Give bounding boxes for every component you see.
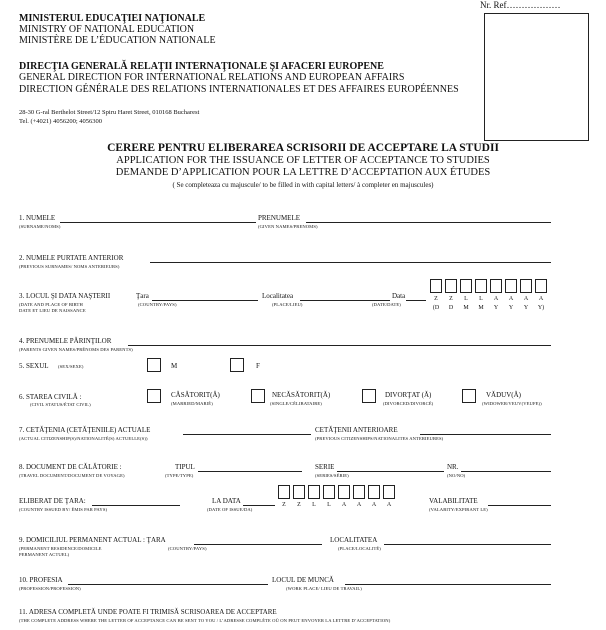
birth-date-format-char-en: Y xyxy=(493,305,499,311)
issue-date-cell[interactable] xyxy=(323,485,335,499)
residence-label: 9. DOMICILIUL PERMANENT ACTUAL : ŢARA xyxy=(19,536,166,544)
issue-date-cell[interactable] xyxy=(353,485,365,499)
phone: Tel. (+4021) 4056200; 4056300 xyxy=(19,118,103,125)
issue-date-label: LA DATA xyxy=(212,497,241,505)
residence-place-sub: (PLACE/LOCALITÉ) xyxy=(338,546,381,551)
issue-date-format-char: A xyxy=(356,502,362,508)
birth-date-format-char: L xyxy=(464,296,468,302)
birth-place-input[interactable] xyxy=(300,300,390,301)
birth-date-cell[interactable] xyxy=(520,279,532,293)
divorced-checkbox[interactable] xyxy=(362,389,376,403)
birth-date-format-char-en: Y xyxy=(508,305,514,311)
birth-place-sub: (PLACE/LIEU) xyxy=(272,302,303,307)
issue-date-format-char: Z xyxy=(282,502,286,508)
civil-status-label: 6. STAREA CIVILĂ : xyxy=(19,393,82,401)
ref-number: Nr. Ref……………… xyxy=(480,0,561,10)
birth-date-format-char-en: M xyxy=(463,305,469,311)
issue-date-format-char: L xyxy=(312,502,316,508)
doc-series-label: SERIE xyxy=(315,463,335,471)
profession-label: 10. PROFESIA xyxy=(19,576,63,584)
address: 28-30 G-ral Berthelot Street/12 Spiru Haret Street, 010168 Bucharest xyxy=(19,109,200,116)
divorced-sub: (DIVORCED/DIVORCÉ) xyxy=(383,401,434,406)
issue-date-format-char: L xyxy=(327,502,331,508)
birth-date-cell[interactable] xyxy=(505,279,517,293)
birth-date-format-char-en: (D xyxy=(432,305,440,311)
birth-date-format-char-en: Y xyxy=(523,305,529,311)
birth-date-cell[interactable] xyxy=(445,279,457,293)
birth-place-label: Localitatea xyxy=(262,292,294,300)
doc-number-label: NR. xyxy=(447,463,459,471)
residence-country-input[interactable] xyxy=(194,544,322,545)
title-en: APPLICATION FOR THE ISSUANCE OF LETTER OF ACCEPTANCE TO STUDIES xyxy=(116,155,490,166)
civil-status-sub: (CIVIL STATUS/ÉTAT CIVIL) xyxy=(30,402,91,407)
issue-date-line[interactable] xyxy=(243,505,275,506)
single-sub: (SINGLE/CÉLIBATAIRE) xyxy=(270,401,322,406)
birth-date-format-char: A xyxy=(523,296,529,302)
issue-date-cell[interactable] xyxy=(338,485,350,499)
residence-sub: (PERMANENT RESIDENCE/DOMICILE xyxy=(19,546,102,551)
surname-input[interactable] xyxy=(60,222,256,223)
previous-citizenship-input[interactable] xyxy=(420,434,551,435)
birth-sub: (DATE AND PLACE OF BIRTH xyxy=(19,302,83,307)
validity-input[interactable] xyxy=(488,505,551,506)
parents-sub: (PARENTS GIVEN NAMES/PRÉNOMS DES PARENTS) xyxy=(19,347,133,352)
direction-fr: DIRECTION GÉNÉRALE DES RELATIONS INTERNATIONALES ET DES AFFAIRES EUROPÉENNES xyxy=(19,84,459,95)
profession-sub: (PROFESSION/PROFESSION) xyxy=(19,586,81,591)
sex-f-checkbox[interactable] xyxy=(230,358,244,372)
citizenship-sub: (ACTUAL CITIZENSHIP(S)/NATIONALITÉ(S) ACTUELLE(S)) xyxy=(19,436,148,441)
doc-type-input[interactable] xyxy=(198,471,302,472)
birth-sub-fr: DATE ET LIEU DE NAISSANCE xyxy=(19,308,86,313)
travel-doc-sub: (TRAVEL DOCUMENT/DOCUMENT DE VOYAGE) xyxy=(19,473,125,478)
previous-surnames-sub: (PREVIOUS SURNAMES/ NOMS ANTERIEURS) xyxy=(19,264,120,269)
birth-date-cell[interactable] xyxy=(490,279,502,293)
issue-date-cell[interactable] xyxy=(308,485,320,499)
birth-date-cell[interactable] xyxy=(430,279,442,293)
sex-f-label: F xyxy=(256,362,260,370)
birth-country-sub: (COUNTRY/PAYS) xyxy=(138,302,177,307)
sex-m-checkbox[interactable] xyxy=(147,358,161,372)
birth-date-format-char: L xyxy=(479,296,483,302)
citizenship-input[interactable] xyxy=(183,434,311,435)
birth-date-cell[interactable] xyxy=(460,279,472,293)
issued-by-input[interactable] xyxy=(92,505,180,506)
parents-input[interactable] xyxy=(128,345,551,346)
birth-date-format-char: A xyxy=(508,296,514,302)
birth-date-format-char-en: M xyxy=(478,305,484,311)
birth-date-format-char-en: Y) xyxy=(537,305,545,311)
surname-sub: (SURNAME/NOMS) xyxy=(19,224,61,229)
mailing-address-sub: (THE COMPLETE ADDRESS WHERE THE LETTER OF ACCEPTANCE CAN BE SENT TO YOU / L’ADRESSE COMPLÈTE OÙ ON PEUT ENVOYER LA LETTRE D’ACCEPTATION) xyxy=(19,618,391,623)
profession-input[interactable] xyxy=(68,584,268,585)
photo-box xyxy=(484,13,589,141)
birth-date-format-char-en: D xyxy=(448,305,454,311)
issue-date-format-char: A xyxy=(341,502,347,508)
issue-date-sub: (DATE OF ISSUE/DA) xyxy=(207,507,253,512)
title-ro: CERERE PENTRU ELIBERAREA SCRISORII DE ACCEPTARE LA STUDII xyxy=(107,142,499,154)
birth-date-label: Data xyxy=(392,292,406,300)
married-sub: (MARRIED/MARIÉ) xyxy=(171,401,213,406)
married-label: CĂSĂTORIT(Ă) xyxy=(171,391,220,399)
single-checkbox[interactable] xyxy=(251,389,265,403)
sex-m-label: M xyxy=(171,362,178,370)
birth-date-format-char: A xyxy=(493,296,499,302)
birth-date-cell[interactable] xyxy=(475,279,487,293)
birth-date-sub: (DATE/DATE) xyxy=(372,302,401,307)
previous-citizenship-label: CETĂŢENII ANTERIOARE xyxy=(315,426,398,434)
given-names-input[interactable] xyxy=(306,222,551,223)
parents-label: 4. PRENUMELE PĂRINŢILOR xyxy=(19,337,112,345)
issue-date-cell[interactable] xyxy=(383,485,395,499)
married-checkbox[interactable] xyxy=(147,389,161,403)
birth-date-cell[interactable] xyxy=(535,279,547,293)
given-names-sub: (GIVEN NAMES/PRENOMS) xyxy=(258,224,318,229)
issue-date-cell[interactable] xyxy=(293,485,305,499)
title-fr: DEMANDE D’APPLICATION POUR LA LETTRE D’ACCEPTATION AUX ÉTUDES xyxy=(115,167,491,178)
widowed-checkbox[interactable] xyxy=(462,389,476,403)
citizenship-label: 7. CETĂŢENIA (CETĂŢENIILE) ACTUALE xyxy=(19,426,151,434)
doc-number-sub: (NO/NO) xyxy=(447,473,466,478)
doc-series-input[interactable] xyxy=(337,471,444,472)
previous-citizenship-sub: (PREVIOUS CITIZENSHIPS/NATIONALITES ANTERIEURES) xyxy=(315,436,444,441)
issued-by-sub: (COUNTRY ISSUED BY/ ÉMIS PAR PAYS) xyxy=(19,507,108,512)
doc-type-label: TIPUL xyxy=(175,463,195,471)
birth-label: 3. LOCUL ŞI DATA NAŞTERII xyxy=(19,292,111,300)
ministry-en: MINISTRY OF NATIONAL EDUCATION xyxy=(19,24,195,35)
doc-series-sub: (SERIES/SÉRIE) xyxy=(315,473,349,478)
title-note: ( Se completeaza cu majuscule/ to be filled in with capital letters/ à completer en majuscules) xyxy=(172,181,434,189)
birth-country-input[interactable] xyxy=(152,300,258,301)
direction-en: GENERAL DIRECTION FOR INTERNATIONAL RELATIONS AND EUROPEAN AFFAIRS xyxy=(19,72,405,83)
widowed-label: VĂDUV(Ă) xyxy=(486,391,521,399)
divorced-label: DIVORŢAT (Ă) xyxy=(385,391,432,399)
validity-label: VALABILITATE xyxy=(429,497,478,505)
workplace-sub: (WORK PLACE/ LIEU DE TRAVAIL) xyxy=(286,586,362,591)
sex-sub: (SEX/SEXE) xyxy=(58,364,84,369)
issue-date-cell[interactable] xyxy=(278,485,290,499)
birth-date-line[interactable] xyxy=(406,300,426,301)
issue-date-format-char: A xyxy=(386,502,392,508)
issue-date-cell[interactable] xyxy=(368,485,380,499)
birth-date-format-char: Z xyxy=(434,296,438,302)
previous-surnames-label: 2. NUMELE PURTATE ANTERIOR xyxy=(19,254,124,262)
issue-date-format-char: Z xyxy=(297,502,301,508)
single-label: NECĂSĂTORIT(Ă) xyxy=(272,391,331,399)
issued-by-label: ELIBERAT DE ŢARA: xyxy=(19,497,86,505)
previous-surnames-input[interactable] xyxy=(150,262,551,263)
given-names-label: PRENUMELE xyxy=(258,214,300,222)
direction-ro: DIRECŢIA GENERALĂ RELAŢII INTERNAŢIONALE ŞI AFACERI EUROPENE xyxy=(19,61,384,72)
ministry-ro: MINISTERUL EDUCAŢIEI NAŢIONALE xyxy=(19,13,206,24)
sex-label: 5. SEXUL xyxy=(19,362,49,370)
birth-country-label: Ţara xyxy=(136,292,149,300)
residence-sub-b: PERMANENT ACTUEL) xyxy=(19,552,70,557)
validity-sub: (VALABITY/EXPIRANT LE) xyxy=(429,507,488,512)
birth-date-format-char: A xyxy=(538,296,544,302)
residence-place-input[interactable] xyxy=(384,544,551,545)
issue-date-format-char: A xyxy=(371,502,377,508)
workplace-input[interactable] xyxy=(345,584,551,585)
mailing-address-label: 11. ADRESA COMPLETĂ UNDE POATE FI TRIMISĂ SCRISOAREA DE ACCEPTARE xyxy=(19,608,277,616)
doc-type-sub: (TYPE/TYPE) xyxy=(165,473,194,478)
residence-place-label: LOCALITATEA xyxy=(330,536,378,544)
ministry-fr: MINISTÈRE DE L’ÉDUCATION NATIONALE xyxy=(19,35,216,46)
residence-country-sub: (COUNTRY/PAYS) xyxy=(168,546,207,551)
widowed-sub: (WIDOWER/VEUV(VEUFE)) xyxy=(482,401,542,406)
doc-number-input[interactable] xyxy=(461,471,551,472)
workplace-label: LOCUL DE MUNCĂ xyxy=(272,576,334,584)
birth-date-format-char: Z xyxy=(449,296,453,302)
travel-doc-label: 8. DOCUMENT DE CĂLĂTORIE : xyxy=(19,463,122,471)
surname-label: 1. NUMELE xyxy=(19,214,56,222)
